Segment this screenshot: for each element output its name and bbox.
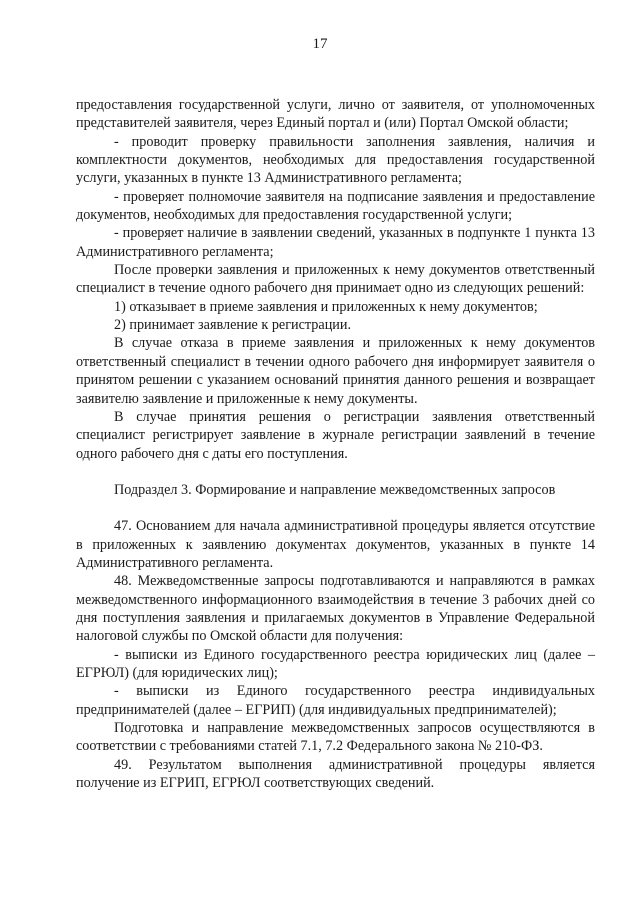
document-body (76, 96, 595, 792)
paragraph: - проводит проверку правильности заполнения заявления, наличия и комплектности документов, необходимых для предоставления государственной услуги, указанных в пункте 13 Административного регламента; (76, 133, 595, 187)
paragraph: 49. Результатом выполнения административной процедуры является получение из ЕГРИП, ЕГРЮЛ соответствующих сведений. (76, 756, 595, 792)
paragraph: 48. Межведомственные запросы подготавливаются и направляются в рамках межведомственного информационного взаимодействия в течение 3 рабочих дней со дня поступления заявления и прилагаемых документов в Управление Федеральной налоговой службы по Омской области для получения: (76, 573, 595, 645)
paragraph: 47. Основанием для начала административной процедуры является отсутствие в приложенных к заявлению документах документов, указанных в пункте 14 Административного регламента. (76, 518, 595, 571)
paragraph: - выписки из Единого государственного реестра юридических лиц (далее – ЕГРЮЛ) (для юридических лиц); (76, 646, 595, 681)
paragraph: - проверяет наличие в заявлении сведений, указанных в подпункте 1 пункта 13 Административного регламента; (76, 225, 595, 260)
page-number: 17 (312, 36, 328, 52)
paragraph: В случае отказа в приеме заявления и приложенных к нему документов ответственный специалист в течении одного рабочего дня информирует заявителя о принятом решении с указанием оснований принятия данного решения и возвращает заявителю заявление и приложенные к нему документы. (76, 335, 595, 407)
paragraph: предоставления государственной услуги, лично от заявителя, от уполномоченных представителей заявителя, через Единый портал и (или) Портал Омской области; (76, 97, 595, 132)
paragraph: - проверяет полномочие заявителя на подписание заявления и предоставление документов, необходимых для предоставления государственной услуги; (76, 188, 595, 224)
subsection-title: Подраздел 3. Формирование и направление межведомственных запросов (114, 481, 556, 498)
paragraph: 2) принимает заявление к регистрации. (114, 317, 352, 334)
paragraph: - выписки из Единого государственного реестра индивидуальных предпринимателей (далее – ЕГРИП) (для индивидуальных предпринимателей); (76, 683, 595, 718)
paragraph: После проверки заявления и приложенных к нему документов ответственный специалист в течение одного рабочего дня принимает одно из следующих решений: (76, 262, 595, 297)
paragraph: Подготовка и направление межведомственных запросов осуществляются в соответствии с требованиями статей 7.1, 7.2 Федерального закона № 210-ФЗ. (76, 720, 595, 755)
paragraph: 1) отказывает в приеме заявления и приложенных к нему документов; (114, 298, 538, 315)
paragraph: В случае принятия решения о регистрации заявления ответственный специалист регистрирует заявление в журнале регистрации заявлений в течение одного рабочего дня с даты его поступления. (76, 408, 595, 462)
